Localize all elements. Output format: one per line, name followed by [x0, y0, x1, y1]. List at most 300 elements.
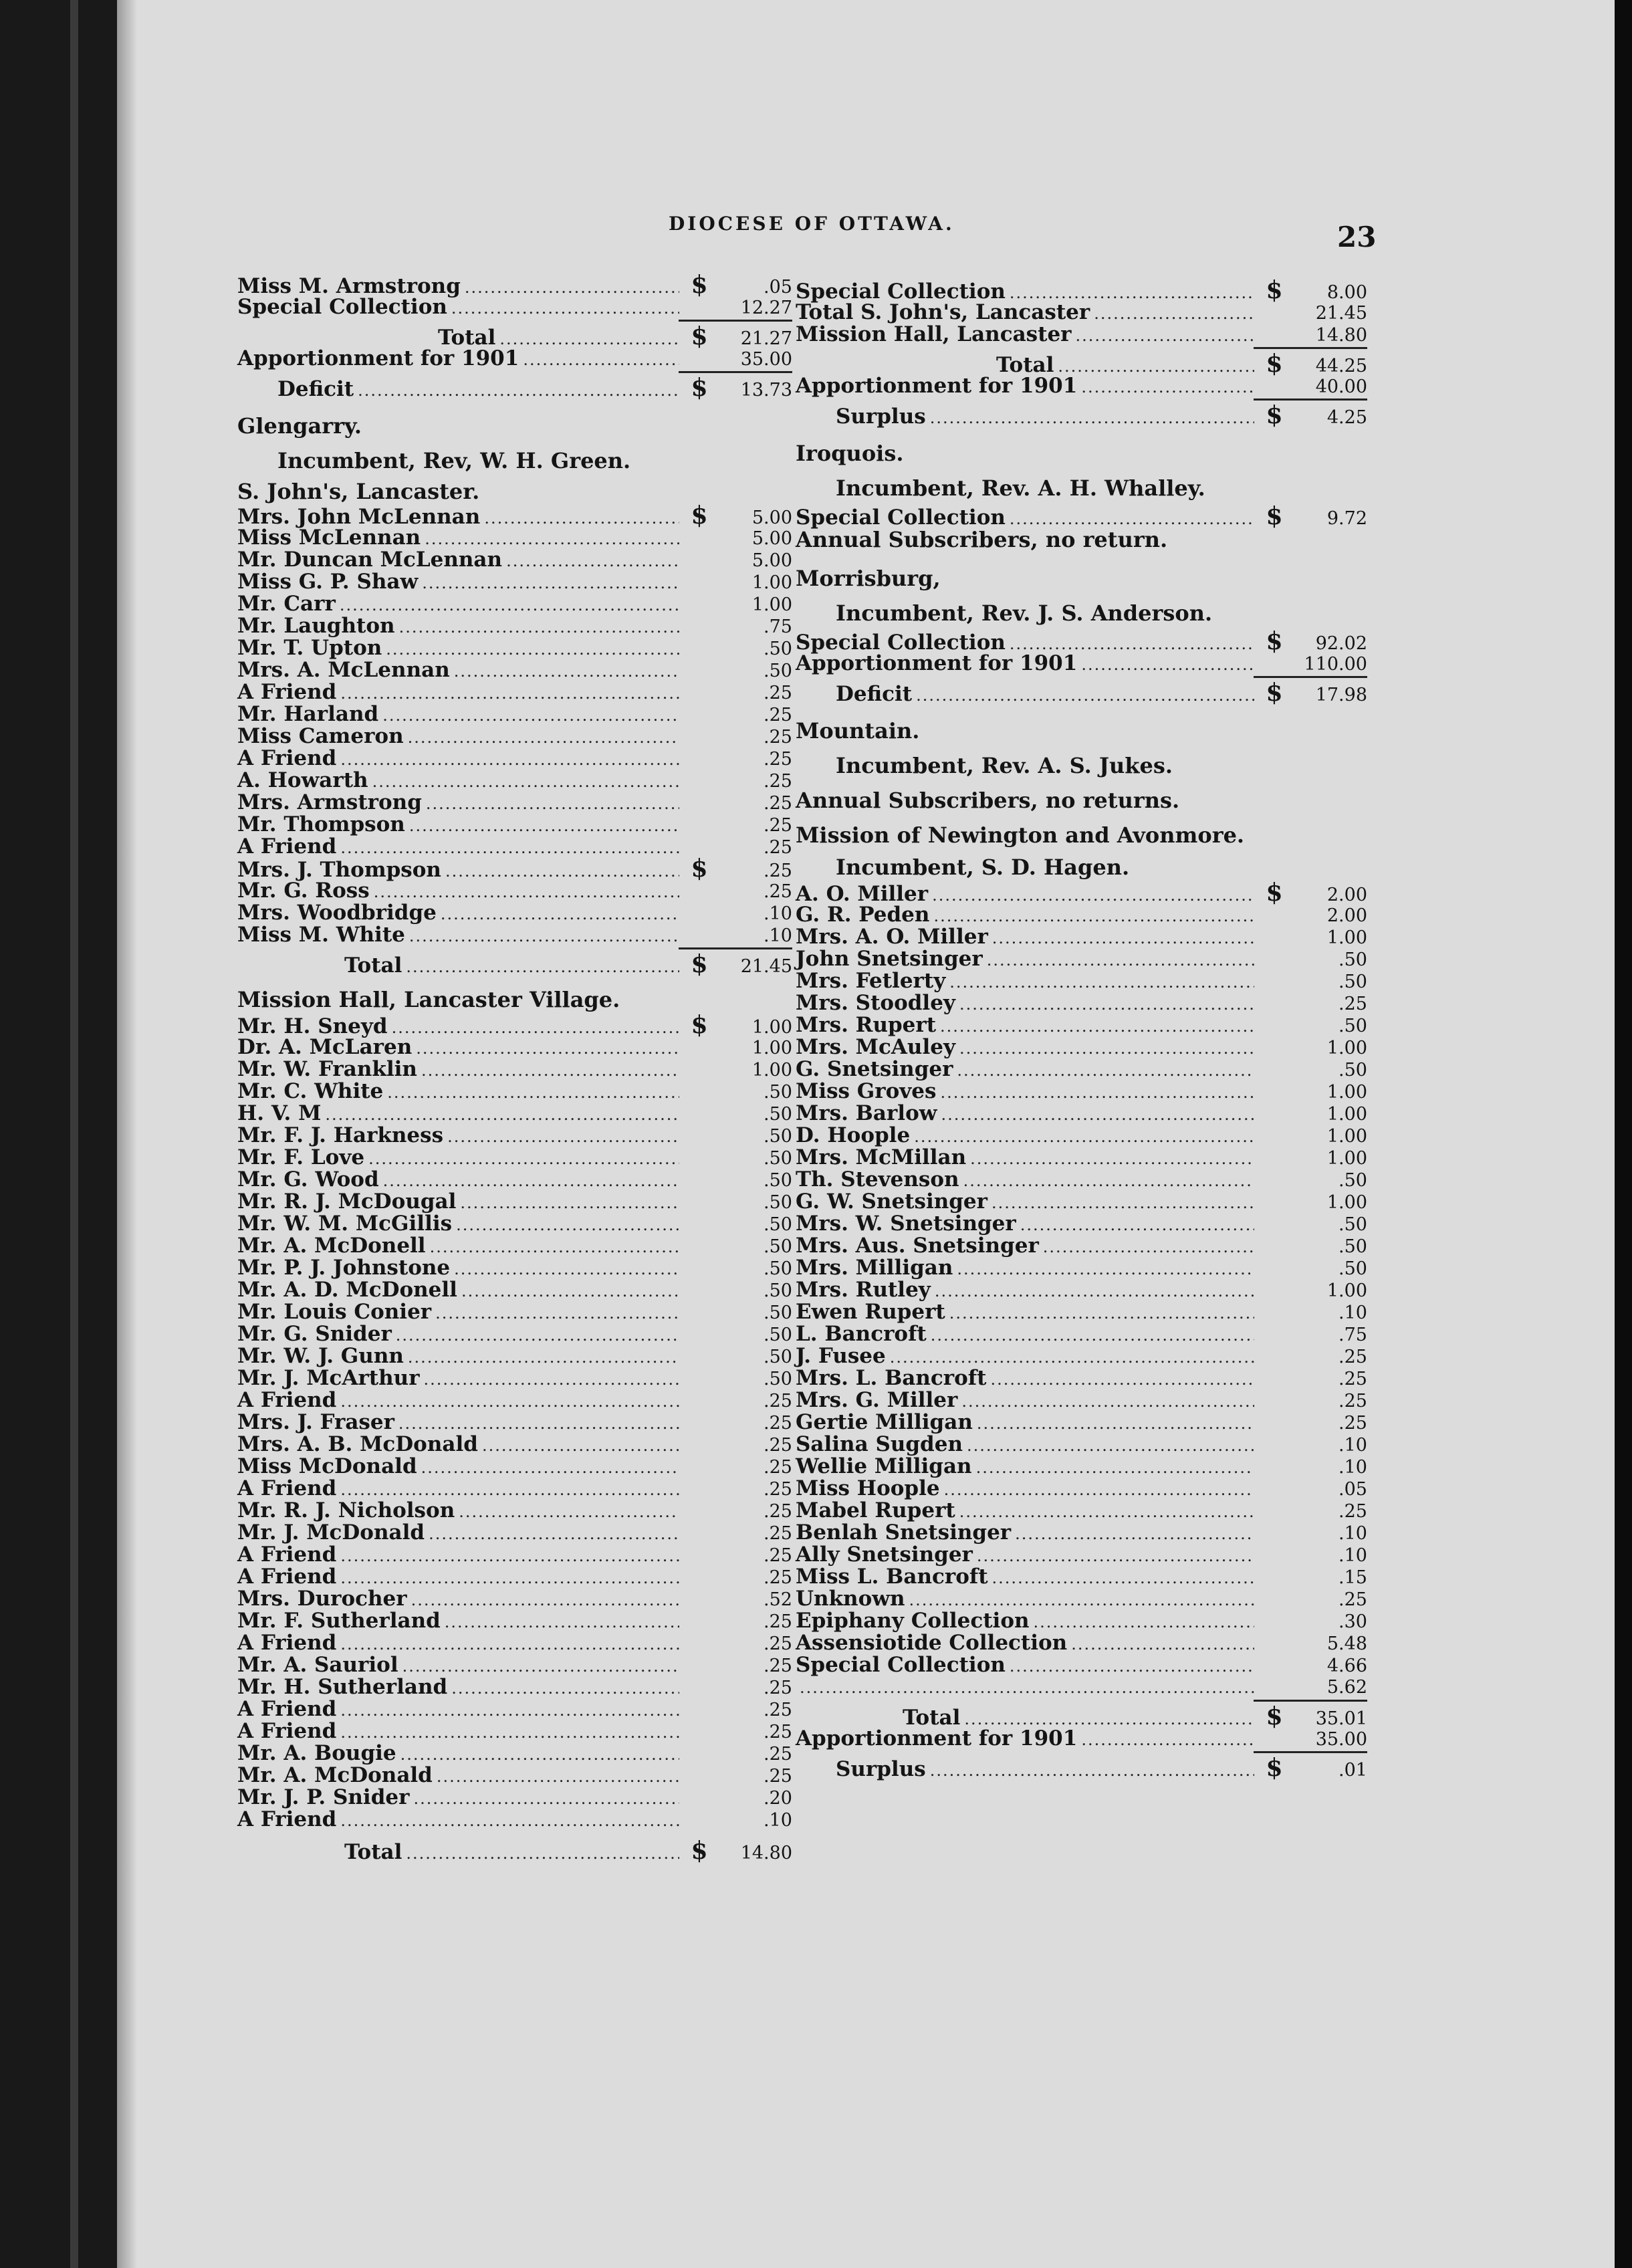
right-column — [796, 276, 1367, 1782]
list-item — [796, 1323, 1367, 1345]
list-item — [237, 1389, 792, 1411]
list-item — [237, 1213, 792, 1235]
list-item — [796, 992, 1367, 1014]
dot-leader — [523, 349, 679, 371]
dot-leader — [408, 1347, 679, 1369]
right-surplus-row — [796, 401, 1367, 429]
list-item — [237, 770, 792, 792]
entry-amount: 1.00 — [1326, 1082, 1367, 1103]
list-item — [237, 880, 792, 902]
list-item — [237, 1610, 792, 1632]
entry-amount: 8.00 — [1326, 282, 1367, 303]
entry-name: Miss Groves — [796, 1079, 937, 1103]
entry-amount: .10 — [1338, 1545, 1367, 1566]
list-item — [237, 1058, 792, 1081]
dot-leader — [408, 727, 679, 749]
entry-amount: 4.66 — [1326, 1656, 1367, 1676]
entry-name: A Friend — [237, 834, 337, 859]
entry-name: Apportionment for 1901 — [796, 1726, 1078, 1750]
list-item — [796, 1434, 1367, 1456]
dot-leader — [992, 1567, 1254, 1589]
dot-leader — [416, 1038, 679, 1060]
page-right-edge — [1615, 0, 1632, 2268]
dollar-sign: $ — [691, 855, 708, 883]
entry-name: Mr. A. Sauriol — [237, 1653, 398, 1677]
dollar-sign: $ — [1266, 1754, 1283, 1782]
dollar-sign: $ — [1266, 276, 1283, 304]
list-item — [796, 1081, 1367, 1103]
list-item — [237, 1279, 792, 1301]
list-item — [796, 1036, 1367, 1058]
entry-amount: 2.00 — [1326, 885, 1367, 905]
dot-leader — [990, 1369, 1254, 1391]
book-spine — [0, 0, 117, 2268]
entry-amount: 1.00 — [751, 594, 792, 615]
entry-name: Total — [438, 326, 496, 350]
running-header: DIOCESE OF OTTAWA. — [669, 213, 955, 235]
entry-name: Mr. G. Snider — [237, 1322, 392, 1346]
entry-amount: .50 — [764, 661, 792, 681]
entry-name: Special Collection — [796, 279, 1006, 304]
dot-leader — [340, 683, 679, 705]
dot-leader — [1081, 376, 1254, 399]
list-item — [796, 1632, 1367, 1654]
entry-amount: 17.98 — [1315, 685, 1367, 705]
entry-amount: 21.27 — [740, 328, 792, 349]
list-item — [796, 1478, 1367, 1500]
dot-leader — [454, 661, 679, 683]
entry-name: Mrs. G. Miller — [796, 1388, 958, 1412]
dot-leader — [340, 837, 679, 859]
dot-leader — [800, 1677, 1254, 1699]
entry-name: Th. Stevenson — [796, 1167, 959, 1192]
list-item — [237, 924, 792, 946]
entry-name: Mission Hall, Lancaster — [796, 322, 1072, 346]
entry-name: Mrs. A. McLennan — [237, 658, 450, 682]
dot-leader — [1020, 1214, 1254, 1236]
dot-leader — [400, 1744, 679, 1766]
dot-leader — [387, 1082, 679, 1104]
entry-amount: .50 — [1338, 1016, 1367, 1036]
dot-leader — [451, 1678, 679, 1700]
sjohns-total-row — [237, 950, 792, 978]
dot-leader — [392, 1017, 679, 1039]
list-item — [237, 593, 792, 615]
entry-name: Special Collection — [237, 295, 447, 319]
apportionment-row — [237, 348, 792, 370]
entry-amount: .50 — [764, 1082, 792, 1103]
list-item — [237, 296, 792, 318]
newington-incumbent: Incumbent, S. D. Hagen. — [836, 855, 1130, 880]
list-item — [237, 1809, 792, 1831]
entry-name: Mr. Thompson — [237, 812, 405, 836]
entry-amount: .25 — [764, 1391, 792, 1411]
list-item — [237, 1478, 792, 1500]
entry-name: Mr. P. J. Johnstone — [237, 1256, 451, 1280]
entry-amount: .10 — [1338, 1457, 1367, 1478]
entry-name: Special Collection — [796, 505, 1006, 530]
list-item — [796, 1610, 1367, 1632]
dollar-sign: $ — [691, 1011, 708, 1039]
list-item — [237, 1147, 792, 1169]
list-item — [237, 1742, 792, 1765]
list-item — [237, 1765, 792, 1787]
entry-name: G. Snetsinger — [796, 1057, 953, 1081]
mission-rows — [237, 1011, 792, 1831]
entry-name: Mrs. L. Bancroft — [796, 1366, 987, 1390]
dot-leader — [406, 1843, 679, 1865]
entry-amount: .25 — [764, 683, 792, 703]
entry-amount: .25 — [764, 861, 792, 881]
total-row — [237, 322, 792, 350]
entry-amount: 1.00 — [751, 572, 792, 593]
entry-amount: 110.00 — [1304, 654, 1367, 675]
entry-name: Assensiotide Collection — [796, 1631, 1068, 1655]
entry-name: Mr. A. McDonald — [237, 1763, 433, 1787]
entry-name: H. V. M — [237, 1101, 322, 1125]
entry-name: Wellie Milligan — [796, 1454, 972, 1478]
entry-name: Mr. T. Upton — [237, 636, 382, 660]
list-item — [237, 855, 792, 883]
list-item — [237, 792, 792, 814]
entry-name: A Friend — [237, 1476, 337, 1500]
entry-name: Miss McLennan — [237, 526, 421, 550]
dot-leader — [358, 380, 679, 402]
entry-amount: .50 — [764, 1369, 792, 1389]
entry-name: A Friend — [237, 1543, 337, 1567]
entry-amount: .25 — [764, 837, 792, 858]
entry-amount: .20 — [764, 1788, 792, 1809]
entry-name: Miss G. P. Shaw — [237, 570, 419, 594]
entry-amount: 5.62 — [1326, 1677, 1367, 1698]
list-item — [237, 1169, 792, 1191]
entry-amount: .50 — [1338, 1060, 1367, 1081]
entry-name: Miss M. Armstrong — [237, 274, 461, 298]
entry-amount: 35.00 — [740, 349, 792, 370]
list-item — [796, 948, 1367, 970]
entry-name: Mrs. Woodbridge — [237, 901, 437, 925]
list-item — [796, 1191, 1367, 1213]
dot-leader — [399, 616, 679, 639]
entry-amount: .25 — [764, 771, 792, 792]
list-item — [237, 659, 792, 681]
entry-name: Mr. J. McDonald — [237, 1520, 425, 1545]
entry-name: Mr. A. D. McDonell — [237, 1278, 457, 1302]
entry-amount: 1.00 — [751, 1060, 792, 1081]
entry-name: Deficit — [277, 377, 354, 401]
entry-amount: .10 — [1338, 1302, 1367, 1323]
dot-leader — [424, 1369, 679, 1391]
entry-amount: .25 — [764, 1744, 792, 1765]
list-item — [237, 725, 792, 748]
list-item — [796, 1301, 1367, 1323]
mountain-incumbent: Incumbent, Rev. A. S. Jukes. — [836, 753, 1173, 778]
dot-leader — [459, 1501, 679, 1523]
list-item — [796, 1566, 1367, 1588]
entry-amount: .10 — [764, 903, 792, 924]
entry-amount: 5.48 — [1326, 1633, 1367, 1654]
list-item — [796, 904, 1367, 926]
entry-amount: .75 — [1338, 1325, 1367, 1345]
entry-amount: .05 — [1338, 1479, 1367, 1500]
list-item — [796, 1103, 1367, 1125]
dot-leader — [340, 1810, 679, 1832]
entry-amount: .25 — [764, 1611, 792, 1632]
entry-name: Benlah Snetsinger — [796, 1520, 1012, 1545]
entry-name: Mr. Laughton — [237, 614, 395, 638]
entry-amount: .25 — [764, 1435, 792, 1456]
dot-leader — [931, 1325, 1254, 1347]
dot-leader — [963, 1170, 1254, 1192]
entry-name: Mr. J. McArthur — [237, 1366, 420, 1390]
list-item — [237, 501, 792, 530]
entry-amount: .25 — [764, 1567, 792, 1588]
entry-amount: .25 — [1338, 1347, 1367, 1367]
dot-leader — [411, 1589, 679, 1611]
dot-leader — [930, 1760, 1254, 1782]
entry-amount: .15 — [1338, 1567, 1367, 1588]
list-item — [796, 1411, 1367, 1434]
morrisburg-heading: Morrisburg, — [796, 566, 941, 591]
entry-name: Mrs. Fetlerty — [796, 969, 946, 993]
entry-amount: .50 — [764, 1236, 792, 1257]
entry-name: Mr. H. Sneyd — [237, 1014, 388, 1038]
dollar-sign: $ — [1266, 679, 1283, 707]
entry-amount: .25 — [1338, 994, 1367, 1014]
list-item — [796, 1654, 1367, 1676]
mission-hall-heading: Mission Hall, Lancaster Village. — [237, 987, 620, 1012]
entry-name: Mrs. W. Snetsinger — [796, 1212, 1016, 1236]
entry-amount: .25 — [764, 749, 792, 770]
entry-name: Mr. Harland — [237, 702, 379, 726]
list-item — [237, 1191, 792, 1213]
list-item — [796, 1588, 1367, 1610]
dot-leader — [437, 1766, 679, 1788]
list-item — [796, 1235, 1367, 1257]
entry-amount: 1.00 — [1326, 1280, 1367, 1301]
entry-amount: 12.27 — [740, 298, 792, 318]
left-column — [237, 271, 792, 1865]
iroquois-incumbent: Incumbent, Rev. A. H. Whalley. — [836, 475, 1205, 501]
dot-leader — [409, 925, 679, 947]
newington-heading: Mission of Newington and Avonmore. — [796, 822, 1245, 848]
entry-name: Surplus — [836, 1757, 926, 1781]
entry-name: A Friend — [237, 1631, 337, 1655]
page-gutter-shadow — [117, 0, 137, 2268]
entry-amount: .25 — [764, 1766, 792, 1787]
list-item — [237, 1011, 792, 1039]
entry-name: L. Bancroft — [796, 1322, 927, 1346]
entry-name: Mr. F. Love — [237, 1145, 365, 1169]
list-item — [237, 1367, 792, 1389]
entry-name: Mabel Rupert — [796, 1498, 955, 1522]
entry-amount: .25 — [764, 1413, 792, 1434]
entry-amount: .25 — [764, 1545, 792, 1566]
entry-amount: .25 — [1338, 1501, 1367, 1522]
entry-name: A. O. Miller — [796, 882, 929, 906]
entry-name: A Friend — [237, 680, 337, 704]
dot-leader — [961, 1391, 1254, 1413]
entry-name: A Friend — [237, 1565, 337, 1589]
entry-name: Mr. G. Ross — [237, 879, 370, 903]
entry-name: Total S. John's, Lancaster — [796, 300, 1090, 324]
dot-leader — [959, 1038, 1254, 1060]
entry-name: Mr. Louis Conier — [237, 1300, 432, 1324]
list-item — [237, 1566, 792, 1588]
dot-leader — [422, 572, 679, 594]
spine-edge — [70, 0, 78, 2268]
entry-name: G. W. Snetsinger — [796, 1189, 987, 1214]
newington-apportionment-row — [796, 1728, 1367, 1750]
entry-name: Apportionment for 1901 — [796, 374, 1078, 398]
entry-name: Mrs. Durocher — [237, 1587, 407, 1611]
entry-name: Miss McDonald — [237, 1454, 417, 1478]
iroquois-heading: Iroquois. — [796, 441, 904, 466]
list-item — [237, 1588, 792, 1610]
list-item — [237, 1654, 792, 1676]
dot-leader — [957, 1060, 1254, 1082]
dot-leader — [1094, 303, 1254, 325]
dot-leader — [1010, 1656, 1254, 1678]
entry-amount: .25 — [764, 1501, 792, 1522]
entry-amount: .25 — [764, 1633, 792, 1654]
list-item — [796, 1389, 1367, 1411]
list-item — [796, 1500, 1367, 1522]
entry-amount: 35.00 — [1315, 1729, 1367, 1750]
dot-leader — [447, 1126, 679, 1148]
entry-amount: .52 — [764, 1589, 792, 1610]
entry-amount: 1.00 — [1326, 1148, 1367, 1169]
dot-leader — [461, 1280, 679, 1302]
list-item — [237, 1787, 792, 1809]
list-item — [796, 1279, 1367, 1301]
list-item — [796, 879, 1367, 907]
dollar-sign: $ — [691, 501, 708, 530]
list-item — [237, 1125, 792, 1147]
entry-amount: .50 — [1338, 949, 1367, 970]
list-item — [237, 814, 792, 836]
dot-leader — [484, 507, 679, 530]
dot-leader — [977, 1545, 1254, 1567]
dot-leader — [940, 1082, 1254, 1104]
entry-amount: .25 — [1338, 1369, 1367, 1389]
mission-total-row — [237, 1837, 792, 1865]
right-apportionment-row — [796, 375, 1367, 397]
entry-amount: 4.25 — [1326, 407, 1367, 428]
entry-amount: .25 — [764, 1722, 792, 1742]
glengarry-heading: Glengarry. — [237, 413, 362, 439]
entry-amount: 9.72 — [1326, 508, 1367, 529]
entry-name: Miss M. White — [237, 923, 405, 947]
entry-amount: 5.00 — [751, 507, 792, 528]
entry-name: Ewen Rupert — [796, 1300, 945, 1324]
entry-name: Mr. W. M. McGillis — [237, 1212, 453, 1236]
entry-amount: .25 — [764, 1678, 792, 1698]
list-item — [796, 324, 1367, 346]
dot-leader — [441, 903, 679, 925]
entry-amount: .25 — [764, 881, 792, 902]
dot-leader — [396, 1325, 679, 1347]
entry-name: A Friend — [237, 1807, 337, 1831]
list-item — [796, 926, 1367, 948]
entry-amount: 21.45 — [740, 956, 792, 977]
list-item — [237, 271, 792, 299]
entry-amount: 1.00 — [1326, 1038, 1367, 1058]
entry-name: Mr. F. Sutherland — [237, 1609, 441, 1633]
morrisburg-special-row — [796, 627, 1367, 655]
dollar-sign: $ — [1266, 1702, 1283, 1730]
newington-rows — [796, 879, 1367, 1698]
dot-leader — [957, 1258, 1254, 1280]
morrisburg-apportionment-row — [796, 653, 1367, 675]
entry-name: Miss Cameron — [237, 724, 404, 748]
entry-amount: .10 — [1338, 1435, 1367, 1456]
entry-name: G. R. Peden — [796, 903, 930, 927]
dot-leader — [970, 1148, 1254, 1170]
entry-name: Total — [344, 953, 402, 978]
list-item — [237, 902, 792, 924]
dot-leader — [460, 1192, 679, 1214]
entry-amount: .05 — [764, 277, 792, 298]
entry-amount: 14.80 — [1315, 325, 1367, 346]
list-item — [237, 571, 792, 593]
newington-total-row — [796, 1702, 1367, 1730]
entry-amount: 5.00 — [751, 528, 792, 549]
dot-leader — [976, 1457, 1254, 1479]
dot-leader — [340, 1700, 679, 1722]
dot-leader — [368, 1148, 679, 1170]
entry-amount: 1.00 — [1326, 927, 1367, 948]
entry-name: Mr. R. J. Nicholson — [237, 1498, 455, 1522]
list-item — [237, 1103, 792, 1125]
entry-amount: .25 — [764, 793, 792, 814]
dot-leader — [1043, 1236, 1254, 1258]
entry-name: Special Collection — [796, 1653, 1006, 1677]
entry-name: Salina Sugden — [796, 1432, 963, 1456]
list-item — [237, 1235, 792, 1257]
iroquois-special-row — [796, 502, 1367, 530]
entry-amount: .50 — [764, 1325, 792, 1345]
entry-amount: .25 — [1338, 1589, 1367, 1610]
dot-leader — [1058, 356, 1254, 378]
list-item — [237, 703, 792, 725]
entry-amount: .50 — [764, 639, 792, 659]
entry-name: Mrs. Rupert — [796, 1013, 937, 1037]
dot-leader — [941, 1104, 1254, 1126]
sjohns-rows — [237, 501, 792, 947]
dot-leader — [413, 1788, 679, 1810]
entry-amount: 1.00 — [751, 1017, 792, 1038]
entry-name: A Friend — [237, 1719, 337, 1743]
entry-name: Mrs. John McLennan — [237, 505, 481, 529]
entry-name: Mrs. J. Fraser — [237, 1410, 394, 1434]
dollar-sign: $ — [1266, 627, 1283, 655]
entry-amount: .50 — [764, 1302, 792, 1323]
list-item — [237, 1036, 792, 1058]
entry-amount: .25 — [764, 1523, 792, 1544]
entry-amount: .50 — [1338, 1214, 1367, 1235]
list-item — [796, 1367, 1367, 1389]
entry-name: Special Collection — [796, 631, 1006, 655]
list-item — [237, 1081, 792, 1103]
entry-name: Deficit — [836, 682, 913, 706]
entry-name: Mrs. Stoodley — [796, 991, 955, 1015]
entry-amount: .50 — [1338, 972, 1367, 992]
entry-name: Mrs. Rutley — [796, 1278, 931, 1302]
list-item — [237, 1434, 792, 1456]
entry-name: Mr. Duncan McLennan — [237, 548, 503, 572]
dot-leader — [421, 1060, 679, 1082]
